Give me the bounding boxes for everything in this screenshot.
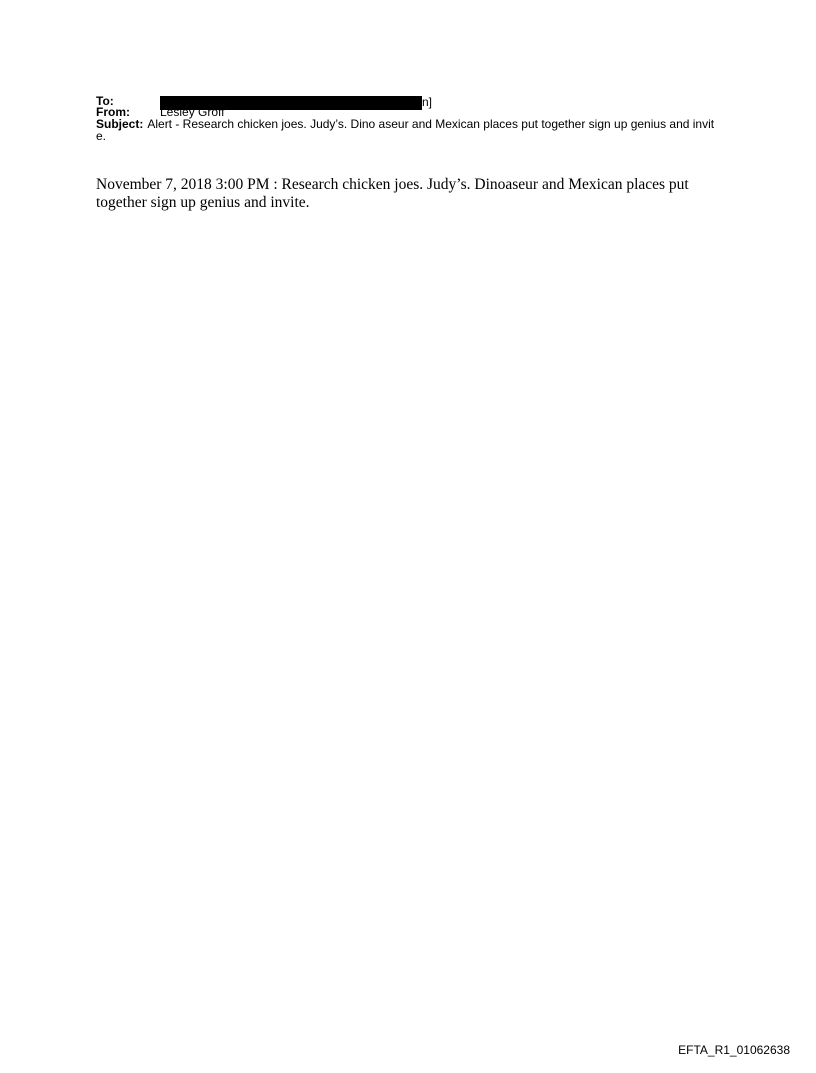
from-value: Lesley Groff [160,105,225,119]
from-label: From: [96,105,130,119]
to-value-tail: n] [422,95,433,109]
subject-row [96,118,716,142]
email-body: November 7, 2018 3:00 PM : Research chicken joes. Judy’s. Dinoaseur and Mexican places put together sign up genius and invite. [96,176,689,211]
email-header [96,96,716,142]
subject-label: Subject: [96,117,144,131]
to-label: To: [96,94,114,108]
subject-value: Alert - Research chicken joes. Judy’s. Dino aseur and Mexican places put together sign up genius and invit e. [96,117,715,143]
from-row [96,107,716,118]
document-id: EFTA_R1_01062638 [678,1043,790,1057]
